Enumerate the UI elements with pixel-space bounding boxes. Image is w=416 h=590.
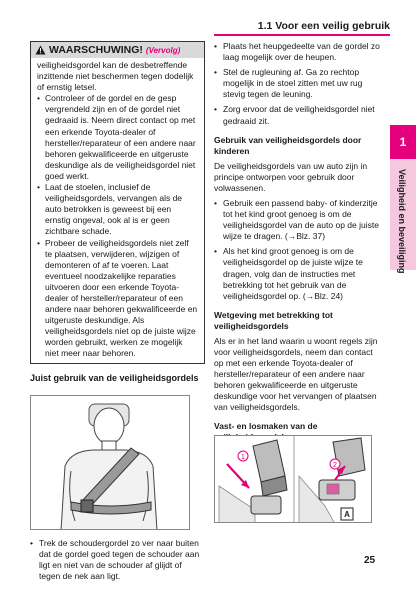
label-a: A (344, 510, 350, 519)
left-column (30, 41, 205, 582)
callout-1: 1 (241, 454, 245, 461)
law-title: Wetgeving met betrekking tot veiligheidsgordels (214, 309, 333, 331)
children-item: • Als het kind groot genoeg is om de veiligheidsgordel op de juiste wijze te dragen, volg dan de instructies met betrekking tot het gebruik van de veiligheidsgordel op. (→Blz. 24) (214, 246, 380, 301)
children-list (214, 198, 380, 302)
chapter-label: Veiligheid en beveiliging (397, 169, 407, 274)
chapter-number: 1 (390, 125, 416, 159)
warning-continued: (Vervolg) (145, 45, 181, 55)
header-rule (214, 34, 390, 36)
fasten-title: Vast- en losmaken van de (214, 421, 318, 432)
warning-triangle-icon (35, 45, 46, 55)
warning-body (31, 58, 204, 363)
warning-header (31, 42, 204, 58)
usage-item: • Zorg ervoor dat de veiligheidsgordel niet gedraaid zit. (214, 104, 380, 126)
warning-item: • Laat de stoelen, inclusief de veiligheidsgordels, vervangen als de auto betrokken is geweest bij een ernstig ongeval, ook al is er geen zichtbare schade. (37, 182, 198, 237)
buckle-illustration (214, 435, 372, 523)
law-text: Als er in het land waarin u woont regels zijn voor veiligheidsgordels, neem dan contact op met een erkende Toyota-dealer of hersteller/reparateur of een andere naar behoren gekwalificeerde en uitgeruste deskundige voor het vervangen of plaatsen van veiligheidsgordels. (214, 335, 378, 413)
right-column (214, 41, 380, 443)
warning-title: WAARSCHUWING! (49, 44, 143, 56)
children-title: Gebruik van veiligheidsgordels door kinderen (214, 134, 362, 156)
section-header: 1.1 Voor een veilig gebruik (257, 20, 390, 32)
warning-list (37, 93, 198, 359)
usage-item: • Stel de rugleuning af. Ga zo rechtop mogelijk in de stoel zitten met uw rug stevig tegen de leuning. (214, 67, 380, 100)
usage-item: • Plaats het heupgedeelte van de gordel zo laag mogelijk over de heupen. (214, 41, 380, 63)
seatbelt-wearing-illustration (30, 395, 190, 530)
warning-intro: veiligheidsgordel kan de desbetreffende inzittende niet beschermen tegen dodelijk of ernstig letsel. (37, 60, 194, 93)
callout-2: 2 (333, 462, 337, 469)
children-text: De veiligheidsgordels van uw auto zijn in principe ontworpen voor gebruik door volwassenen. (214, 160, 368, 193)
page-number: 25 (364, 555, 376, 566)
usage-list (214, 41, 380, 127)
section-title-correct-use: Juist gebruik van de veiligheidsgordels (30, 372, 199, 383)
children-item: • Gebruik een passend baby- of kinderzitje tot het kind groot genoeg is om de veiligheidsgordel van de auto op de juiste wijze te dragen. (→Blz. 37) (214, 198, 380, 242)
warning-box (30, 41, 205, 364)
correct-use-list (30, 538, 205, 582)
correct-use-item: • Trek de schoudergordel zo ver naar buiten dat de gordel goed tegen de schouder aan ligt en niet van de schouder af glijdt of tegen de nek aan ligt. (30, 538, 205, 582)
chapter-tab (390, 125, 416, 274)
warning-item: • Probeer de veiligheidsgordels niet zelf te plaatsen, verwijderen, wijzigen of demonteren of af te voeren. Laat eventueel noodzakelijke reparaties uitvoeren door een erkende Toyota-dealer of hersteller/reparateur of een andere naar behoren gekwalificeerde en uitgeruste deskundige. Als veiligheidsgordels niet op de juiste wijze worden gebruikt, werken ze mogelijk niet meer naar behoren. (37, 238, 198, 360)
warning-item: • Controleer of de gordel en de gesp vergrendeld zijn en of de gordel niet gedraaid is. Neem direct contact op met een erkende Toyota-dealer of hersteller/reparateur of een andere naar behoren gekwalificeerde en uitgeruste deskundige als de veiligheidsgordel niet goed werkt. (37, 93, 198, 182)
